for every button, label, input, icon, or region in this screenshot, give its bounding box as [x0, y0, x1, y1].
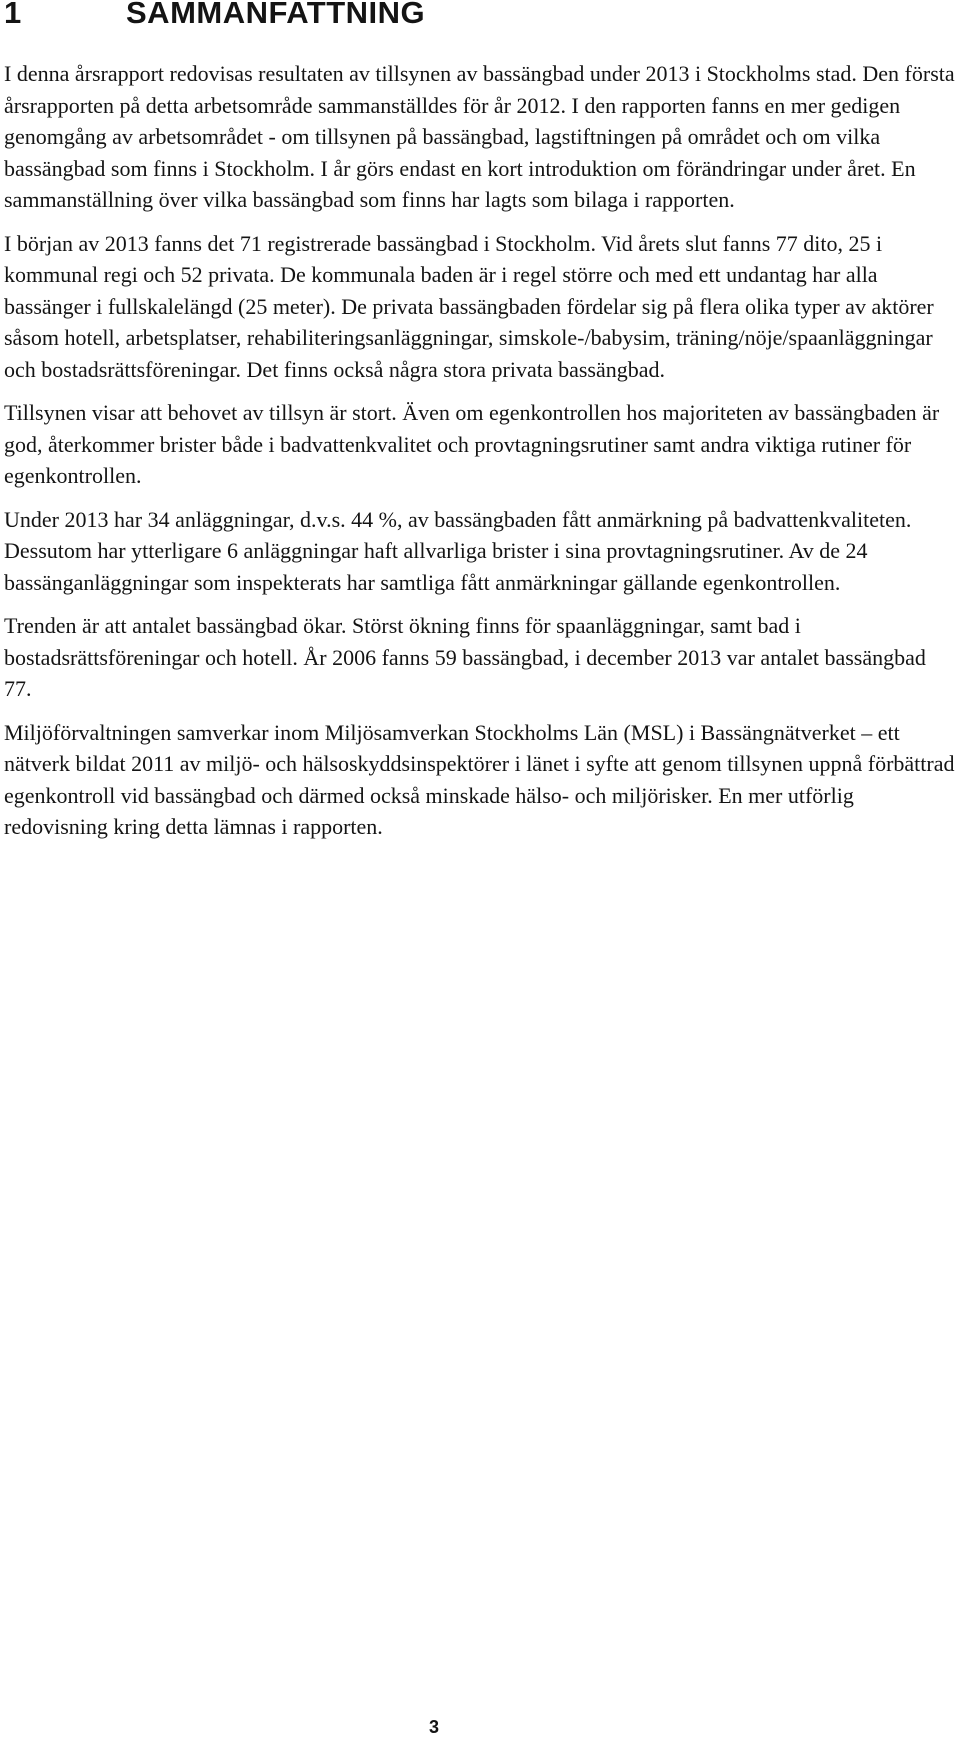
page-number: 3 — [428, 1717, 439, 1737]
paragraph-remarks-2013: Under 2013 har 34 anläggningar, d.v.s. 44 %, av bassängbaden fått anmärkning på badvattenkvaliteten. Dessutom har ytterligare 6 anläggningar haft allvarliga brister i sina provtagningsrutiner. Av de 24 bassänganläggningar som inspekterats har samtliga fått anmärkningar gällande egenkontrollen. — [4, 506, 912, 595]
paragraph-pool-count: I början av 2013 fanns det 71 registrerade bassängbad i Stockholm. Vid årets slut fanns 77 dito, 25 i kommunal regi och 52 privata. De kommunala baden är i regel större och med ett undantag har alla bassänger i fullskalelängd (25 meter). De privata bassängbaden fördelar sig på flera olika typer av aktörer såsom hotell, arbetsplatser, rehabiliteringsanläggningar, simskole-/babysim, träning/nöje/spaanläggningar och bostadsrättsföreningar. Det finns också några stora privata bassängbad. — [4, 230, 934, 382]
section-number: 1 — [4, 0, 22, 30]
section-heading — [4, 0, 425, 35]
paragraph-supervision-need: Tillsynen visar att behovet av tillsyn är stort. Även om egenkontrollen hos majoriteten av bassängbaden är god, återkommer brister både i badvattenkvalitet och provtagningsrutiner samt andra viktiga rutiner för egenkontrollen. — [4, 400, 940, 488]
section-title: SAMMANFATTNING — [126, 0, 426, 30]
summary-body — [4, 58, 956, 855]
paragraph-intro: I denna årsrapport redovisas resultaten av tillsynen av bassängbad under 2013 i Stockholms stad. Den första årsrapporten på detta arbetsområde sammanställdes för år 2012. I den rapporten fanns en mer gedigen genomgång av arbetsområdet - om tillsynen på bassängbad, lagstiftningen på området och om vilka bassängbad som finns i Stockholm. I år görs endast en kort introduktion om förändringar under året. En sammanställning över vilka bassängbad som finns har lagts som bilaga i rapporten. — [4, 61, 955, 212]
paragraph-trend: Trenden är att antalet bassängbad ökar. Störst ökning finns för spaanläggningar, samt bad i bostadsrättsföreningar och hotell. År 2006 fanns 59 bassängbad, i december 2013 var antalet bassängbad 77. — [4, 613, 926, 701]
paragraph-collaboration: Miljöförvaltningen samverkar inom Miljösamverkan Stockholms Län (MSL) i Bassängnätverket – ett nätverk bildat 2011 av miljö- och hälsoskyddsinspektörer i länet i syfte att genom tillsynen uppnå förbättrad egenkontroll vid bassängbad och därmed också minskade hälso- och miljörisker. En mer utförlig redovisning kring detta lämnas i rapporten. — [4, 719, 955, 839]
